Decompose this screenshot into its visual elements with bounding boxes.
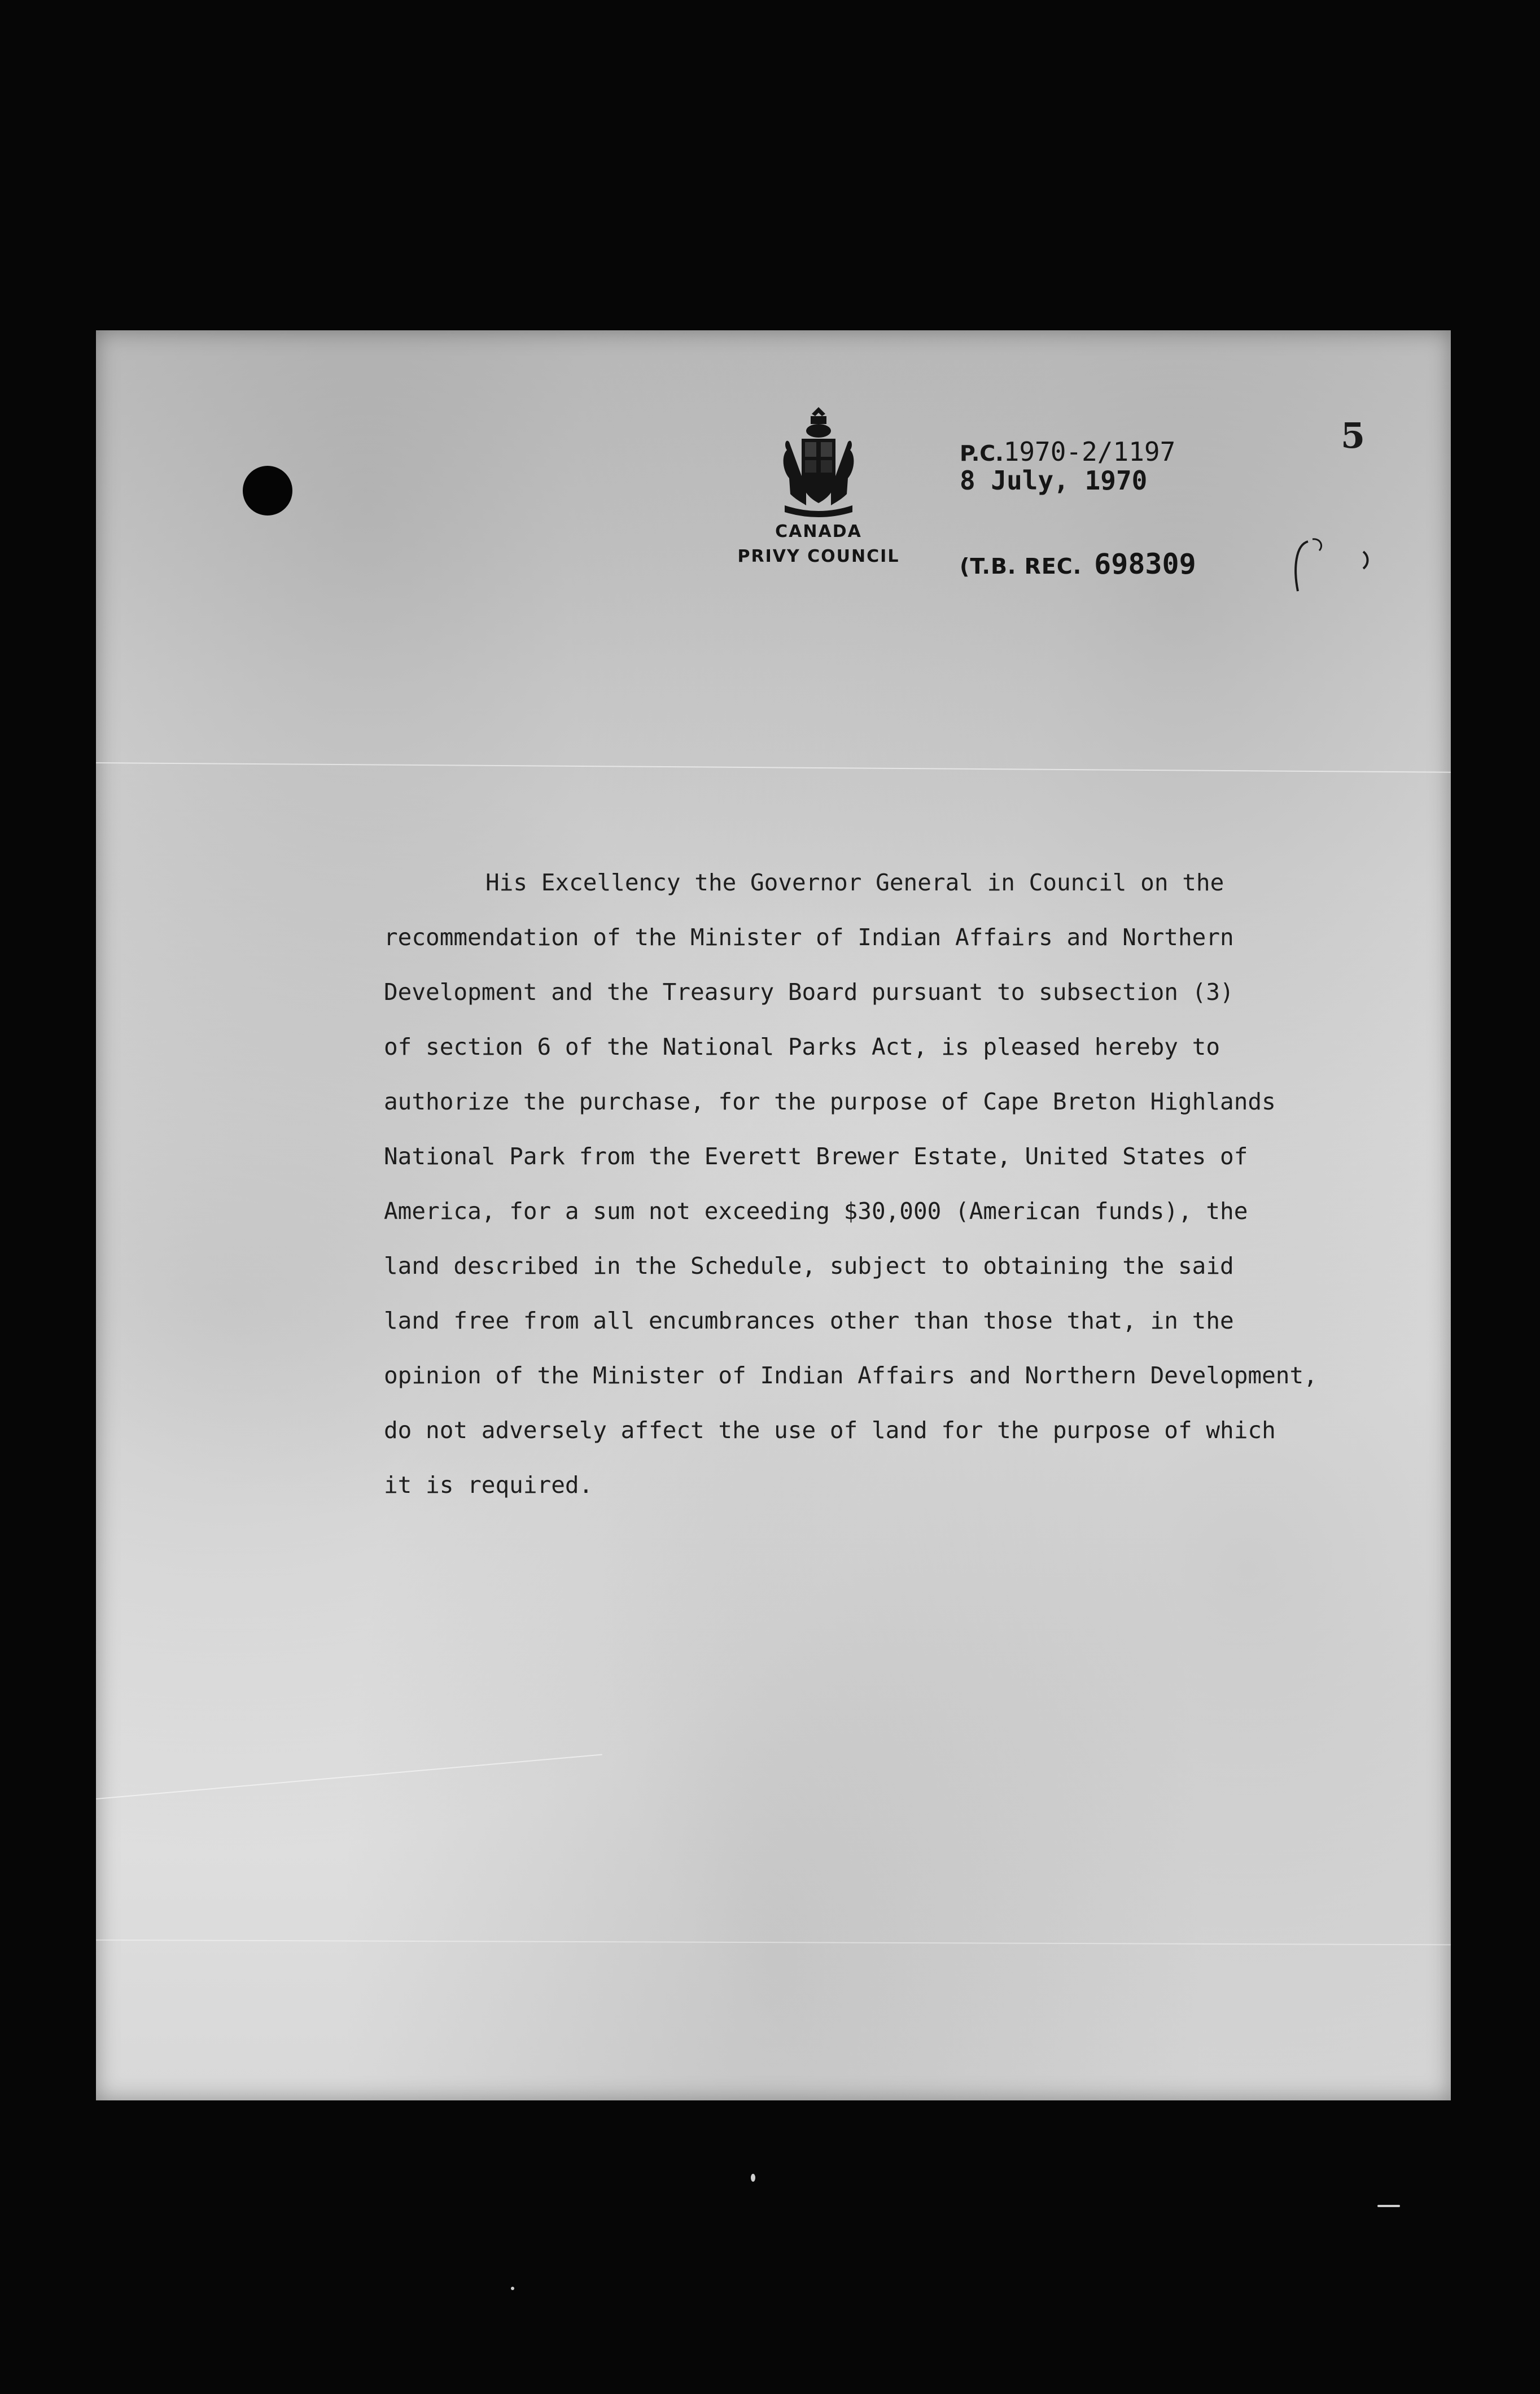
- tb-label: (T.B. REC.: [960, 554, 1082, 579]
- scan-speck: [511, 2287, 514, 2290]
- office-name: PRIVY COUNCIL: [737, 547, 900, 566]
- body-line: America, for a sum not exceeding $30,000 (American funds), the: [384, 1198, 1248, 1225]
- country-name: CANADA: [775, 522, 862, 541]
- scan-speck: [1377, 2205, 1400, 2207]
- treasury-board-reference: [960, 548, 1196, 580]
- body-line: His Excellency the Governor General in Council on the: [485, 869, 1224, 896]
- page-number: 5: [1341, 415, 1366, 456]
- order-reference: [960, 436, 1176, 496]
- body-line: of section 6 of the National Parks Act, is pleased hereby to: [384, 1033, 1220, 1060]
- body-line: authorize the purchase, for the purpose of Cape Breton Highlands: [384, 1088, 1276, 1115]
- body-line: it is required.: [384, 1471, 593, 1499]
- body-line: land described in the Schedule, subject to obtaining the said: [384, 1252, 1234, 1279]
- body-line: opinion of the Minister of Indian Affairs and Northern Development,: [384, 1362, 1318, 1389]
- tb-number: 698309: [1094, 548, 1196, 580]
- order-body: [384, 855, 1428, 1513]
- coat-of-arms-icon: [773, 404, 864, 519]
- pc-prefix: P.C.: [960, 441, 1004, 466]
- handwritten-bracket-mark: [1279, 534, 1386, 596]
- body-line: Development and the Treasury Board pursuant to subsection (3): [384, 978, 1234, 1006]
- body-line: do not adversely affect the use of land for the purpose of which: [384, 1417, 1276, 1444]
- body-line: recommendation of the Minister of Indian Affairs and Northern: [384, 924, 1234, 951]
- body-line: land free from all encumbrances other than those that, in the: [384, 1307, 1234, 1334]
- scan-speck: [751, 2174, 755, 2182]
- page-crease: [96, 762, 1451, 773]
- letterhead: [677, 404, 960, 569]
- punch-hole: [243, 466, 292, 516]
- page-crease: [96, 1754, 602, 1799]
- pc-number-line: [960, 438, 1175, 468]
- page-crease: [96, 1939, 1451, 1945]
- pc-number: 1970-2/1197: [1003, 436, 1176, 467]
- document-page: [96, 330, 1451, 2100]
- body-line: National Park from the Everett Brewer Estate, United States of: [384, 1143, 1248, 1170]
- order-date: 8 July, 1970: [960, 465, 1148, 496]
